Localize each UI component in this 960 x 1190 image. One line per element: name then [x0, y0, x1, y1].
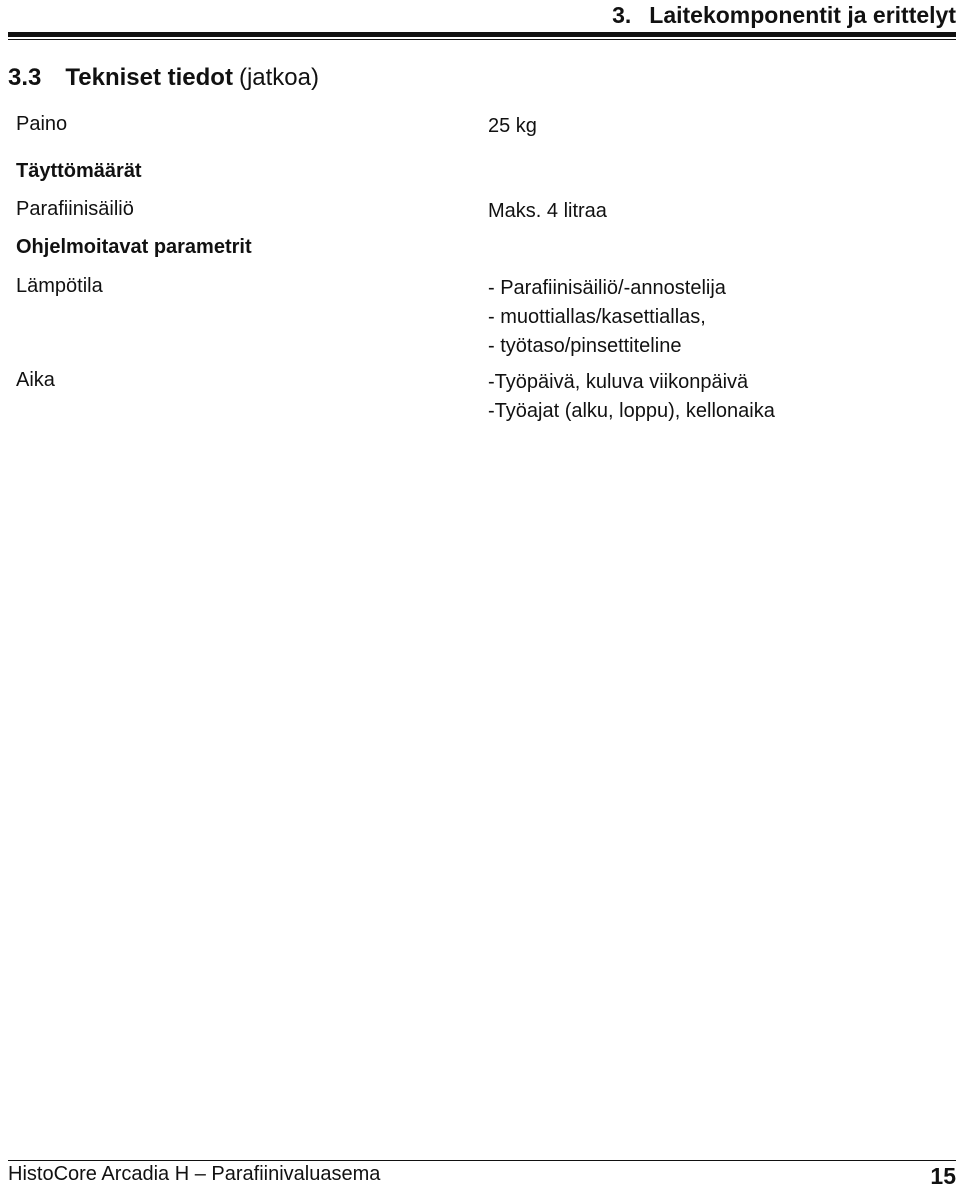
- weight-value: 25 kg: [488, 115, 537, 137]
- temperature-value-line: - Parafiinisäiliö/-annostelija: [488, 277, 726, 299]
- section-number: 3.3: [8, 64, 42, 91]
- chapter-number: 3.: [612, 2, 632, 28]
- temperature-label: Lämpötila: [16, 275, 103, 297]
- header-rule: [8, 32, 956, 37]
- time-value-line: -Työajat (alku, loppu), kellonaika: [488, 400, 775, 422]
- chapter-title-text: Laitekomponentit ja erittelyt: [649, 2, 956, 28]
- fill-volumes-heading: Täyttömäärät: [16, 160, 142, 182]
- temperature-value-line: - muottiallas/kasettiallas,: [488, 306, 706, 328]
- header-rule-thin: [8, 39, 956, 40]
- time-label: Aika: [16, 369, 55, 391]
- footer-product-name: HistoCore Arcadia H – Parafiinivaluasema: [8, 1163, 381, 1185]
- weight-label: Paino: [16, 113, 68, 135]
- programmable-parameters-heading: Ohjelmoitavat parametrit: [16, 236, 252, 258]
- footer-rule: [8, 1160, 956, 1161]
- page-number: 15: [930, 1163, 956, 1189]
- paraffin-tank-value: Maks. 4 litraa: [488, 200, 607, 222]
- paraffin-tank-label: Parafiinisäiliö: [16, 198, 134, 220]
- section-heading: [8, 64, 319, 92]
- time-values: [488, 368, 775, 426]
- temperature-value-line: - työtaso/pinsettiteline: [488, 335, 682, 357]
- temperature-values: [488, 274, 726, 361]
- section-subtitle: (jatkoa): [238, 64, 319, 91]
- chapter-title: [612, 2, 956, 29]
- section-title: Tekniset tiedot: [65, 64, 233, 91]
- time-value-line: -Työpäivä, kuluva viikonpäivä: [488, 371, 749, 393]
